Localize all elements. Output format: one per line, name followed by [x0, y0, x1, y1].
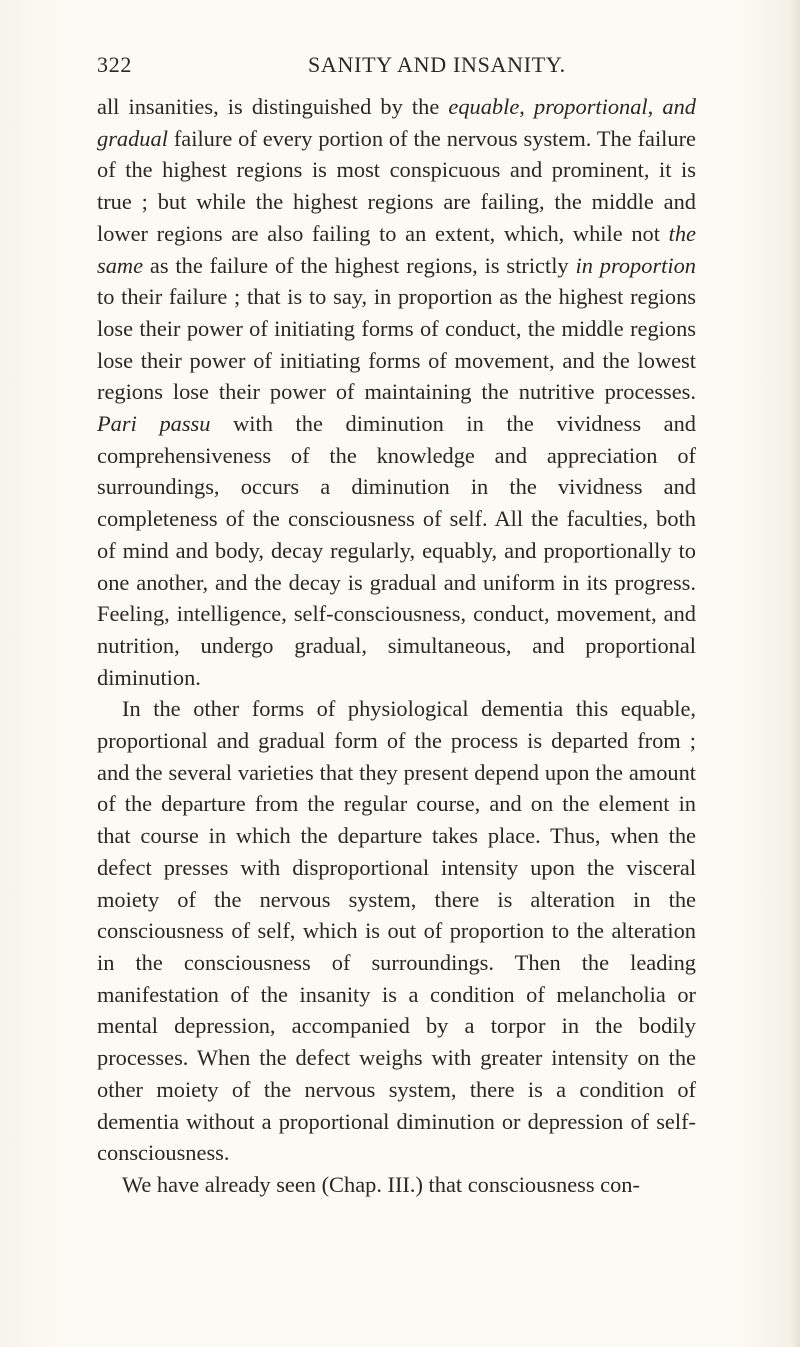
page-header — [97, 52, 697, 86]
italic-term: and gradual — [97, 94, 696, 151]
body-text — [97, 91, 696, 1201]
paragraph-continuation — [97, 91, 696, 693]
paragraph-dementia-forms — [97, 693, 696, 1169]
page-number: 322 — [97, 52, 133, 77]
paragraph-text: all insanities, is distinguished by the — [97, 94, 449, 119]
paragraph-text: to their failure ; that is to say, in proportion as the highest regions lose their power of initiating forms of conduct, the middle regions lose their power of initiating forms of movement, and the lowest regions lose their power of maintaining the nutritive processes. — [97, 284, 696, 405]
paragraph-consciousness — [97, 1169, 696, 1201]
italic-term: the same — [97, 220, 696, 278]
running-title: SANITY AND INSANITY. — [308, 52, 566, 77]
italic-term: in proportion — [575, 252, 696, 278]
italic-term: equable — [448, 94, 520, 119]
page-edge-shadow — [790, 0, 800, 1347]
paragraph-text: failure of every portion of the nervous system. The failure of the highest regions is most conspicuous and prominent, it is true ; but while the highest regions are failing, the middle and lower regions are also failing to an extent, which, while not — [97, 125, 696, 246]
paragraph-text: We have already seen (Chap. III.) that consciousness con- — [122, 1171, 640, 1197]
paragraph-text: , — [647, 94, 663, 119]
italic-term: proportional — [534, 94, 648, 119]
paragraph-text: as the failure of the highest regions, is strictly — [143, 252, 576, 278]
paragraph-text: In the other forms of physiological dementia this equable, proportional and gradual form of the process is departed from ; and the several varieties that they present depend upon the amount of the departure from the regular course, and on the element in that course in which the departure takes place. Thus, when the defect presses with disproportional intensity upon the visceral moiety of the nervous system, there is alteration in the consciousness of self, which is out of proportion to the alteration in the consciousness of surroundings. Then the leading manifestation of the insanity is a condition of melancholia or mental depression, accompanied by a torpor in the bodily processes. When the defect weighs with greater intensity on the other moiety of the nervous system, there is a condition of dementia without a proportional diminution or depression of self-consciousness. — [97, 696, 696, 1166]
italic-term: Pari passu — [97, 411, 211, 437]
paragraph-text: with the diminution in the vividness and comprehensiveness of the knowledge and appreciation of surroundings, occurs a diminution in the vividness and completeness of the consciousness of self. All the faculties, both of mind and body, decay regularly, equably, and proportionally to one another, and the decay is gradual and uniform in its progress. Feeling, intelligence, self-consciousness, conduct, movement, and nutrition, undergo gradual, simultaneous, and proportional diminution. — [97, 411, 696, 690]
paragraph-text: , — [519, 94, 535, 119]
